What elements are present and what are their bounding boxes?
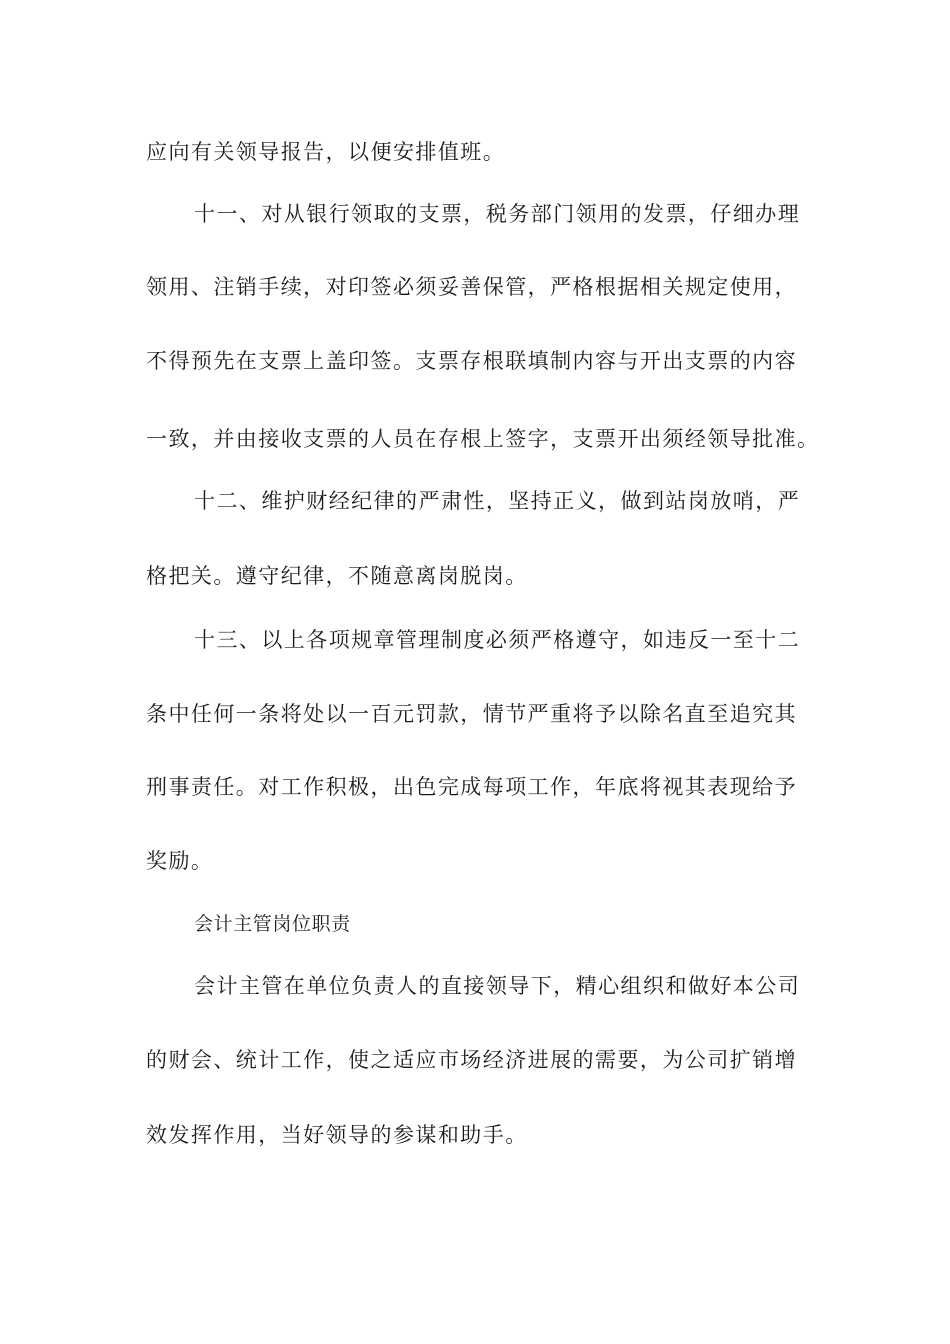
text-line: 格把关。遵守纪律，不随意离岗脱岗。 <box>146 564 528 588</box>
paragraph-13-line-1: 十三、以上各项规章管理制度必须严格遵守，如违反一至十二 <box>194 628 801 652</box>
text-line: 领用、注销手续，对印签必须妥善保管，严格根据相关规定使用， <box>146 275 798 299</box>
text-line: 效发挥作用，当好领导的参谋和助手。 <box>146 1123 528 1147</box>
text-line: 不得预先在支票上盖印签。支票存根联填制内容与开出支票的内容 <box>146 349 798 373</box>
text-line: 的财会、统计工作，使之适应市场经济进展的需要，为公司扩销增 <box>146 1048 798 1072</box>
text-line: 应向有关领导报告，以便安排值班。 <box>146 140 506 164</box>
text-line: 一致，并由接收支票的人员在存根上签字，支票开出须经领导批准。 <box>146 427 820 451</box>
paragraph-11-line-1: 十一、对从银行领取的支票，税务部门领用的发票，仔细办理 <box>194 202 801 226</box>
text-line: 刑事责任。对工作积极，出色完成每项工作，年底将视其表现给予 <box>146 775 798 799</box>
text-line: 条中任何一条将处以一百元罚款，情节严重将予以除名直至追究其 <box>146 702 798 726</box>
paragraph-12-line-1: 十二、维护财经纪律的严肃性，坚持正义，做到站岗放哨，严 <box>194 489 801 513</box>
section-heading: 会计主管岗位职责 <box>194 913 351 935</box>
text-line: 奖励。 <box>146 849 214 873</box>
section-paragraph-line-1: 会计主管在单位负责人的直接领导下，精心组织和做好本公司 <box>194 974 801 998</box>
